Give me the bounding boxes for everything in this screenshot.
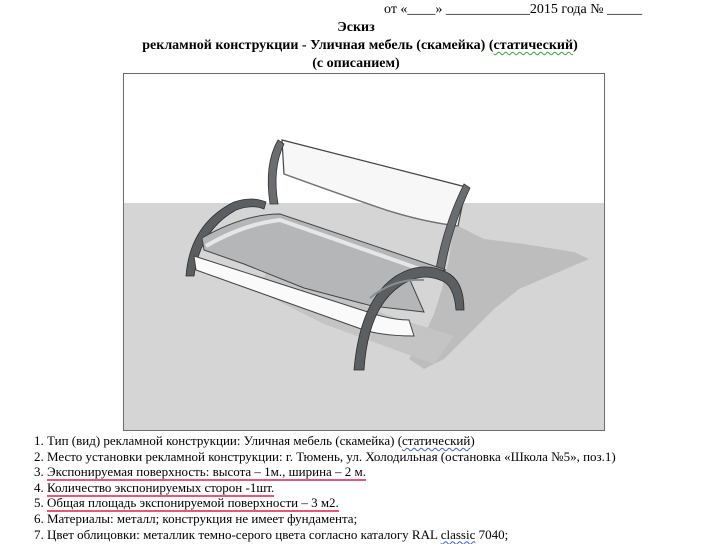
description-item-area — [34, 495, 616, 511]
item-text-end: ) — [470, 433, 475, 448]
description-item-color — [34, 527, 616, 543]
item-text: Материалы: металл; конструкция не имеет фундамента; — [47, 510, 358, 526]
bench-illustration — [124, 74, 604, 430]
description-item-materials — [34, 511, 616, 527]
item-number: 2. — [34, 448, 44, 464]
item-static-word: статический — [402, 433, 471, 448]
title-suffix: ) — [573, 38, 578, 53]
description-item-location — [34, 449, 616, 465]
description-item-type — [34, 433, 616, 449]
title-line-sketch: Эскиз — [337, 20, 375, 35]
document-title — [0, 19, 702, 73]
item-text: Количество экспонируемых сторон -1шт. — [47, 479, 275, 495]
item-number: 6. — [34, 510, 44, 526]
item-number: 3. — [34, 464, 44, 480]
description-list — [34, 433, 616, 542]
item-text: Общая площадь экспонируемой поверхности – 3 м2. — [47, 495, 339, 511]
title-line-construction — [18, 37, 702, 55]
title-line-with-description: (с описанием) — [312, 56, 400, 71]
title-static-word: статический — [493, 38, 574, 53]
bench-sketch-image — [123, 73, 605, 431]
item-number: 4. — [34, 479, 44, 495]
item-classic-word: classic — [440, 526, 476, 542]
item-text: Экспонируемая поверхность: высота – 1м., ширина – 2 м. — [47, 464, 367, 480]
item-number: 7. — [34, 526, 44, 542]
document-date-line: от «____» ____________2015 года № _____ — [384, 2, 643, 17]
item-number: 1. — [34, 433, 44, 448]
description-item-sides — [34, 480, 616, 496]
title-prefix: рекламной конструкции - Уличная мебель (скамейка) ( — [142, 38, 494, 53]
description-item-surface — [34, 464, 616, 480]
item-text: Тип (вид) рекламной конструкции: Уличная мебель (скамейка) ( — [47, 433, 403, 448]
item-text: Место установки рекламной конструкции: г. Тюмень, ул. Холодильная (остановка «Школа №5», поз.1) — [47, 448, 616, 464]
item-text: Цвет облицовки: металлик темно-серого цвета согласно каталогу RAL — [47, 526, 441, 542]
item-number: 5. — [34, 495, 44, 511]
item-text-end: 7040; — [475, 526, 509, 542]
